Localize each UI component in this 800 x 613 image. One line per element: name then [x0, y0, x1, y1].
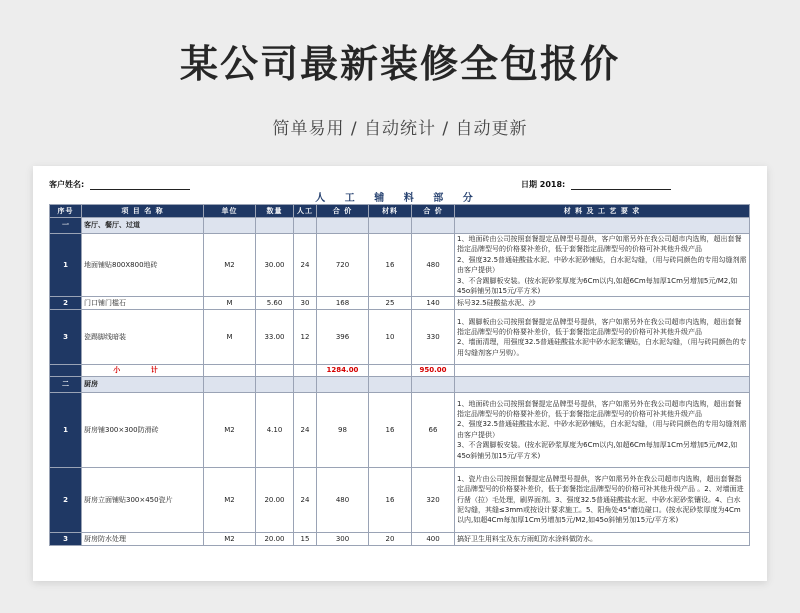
row-labor-total: 480 — [317, 467, 369, 532]
sheet-title: 人 工 辅 料 部 分 — [315, 193, 481, 204]
customer-name-field — [49, 179, 190, 190]
row-unit: M — [204, 297, 256, 310]
row-qty: 33.00 — [256, 310, 294, 365]
subtotal-row — [50, 365, 750, 376]
row-material: 20 — [369, 532, 412, 545]
row-name: 厨房防水处理 — [82, 532, 204, 545]
section-row — [50, 218, 750, 234]
header-labor-total: 合 价 — [317, 205, 369, 218]
row-labor: 24 — [294, 467, 317, 532]
row-requirements: 1、瓷片由公司按照套餐提定品牌型号提供，客户如需另外在我公司超市内选购，超出套餐指定品牌型号的价格要补差价，低于套餐指定品牌型号的价格可补其他升级产品 。2、对墙面进行凿（拉）毛处理，刷界面剂。3、强度32.5普通硅酸盐水泥、中砂水泥砂浆镶设。4、白水泥勾缝，其缝≤3mm或按设计要求施工。5、阳角处45°磨边碰口。(按水泥砂浆厚度为4Cm以内,如超4Cm每加厚1Cm另增加5元/M2,如45o斜铺另加15元/平方米) — [455, 467, 750, 532]
row-labor: 24 — [294, 234, 317, 297]
header-no: 序号 — [50, 205, 82, 218]
row-labor-total: 720 — [317, 234, 369, 297]
row-material: 16 — [369, 234, 412, 297]
row-requirements: 1、踢脚板由公司按照套餐提定品牌型号提供，客户如需另外在我公司超市内选购，超出套餐指定品牌型号的价格要补差价，低于套餐指定品牌型号的价格可补其他升级产品 2、墙面清理，用强度32.5普通硅酸盐水泥中砂水泥浆镶贴，白水泥勾缝，（用与砖同颜色的专用勾缝剂客户另购）。 — [455, 310, 750, 365]
table-row — [50, 310, 750, 365]
row-no: 2 — [50, 467, 82, 532]
subtotal-labor: 1284.00 — [317, 365, 369, 376]
date-label: 日期 2018: — [521, 180, 566, 189]
row-material: 16 — [369, 392, 412, 467]
row-unit: M2 — [204, 392, 256, 467]
quote-table — [49, 204, 750, 546]
row-labor-total: 396 — [317, 310, 369, 365]
date-line — [571, 181, 671, 190]
row-labor-total: 168 — [317, 297, 369, 310]
row-labor: 24 — [294, 392, 317, 467]
header-labor: 人工 — [294, 205, 317, 218]
row-material-total: 480 — [412, 234, 455, 297]
row-name: 厨房立面铺贴300×450瓷片 — [82, 467, 204, 532]
row-labor: 15 — [294, 532, 317, 545]
row-no: 3 — [50, 532, 82, 545]
row-labor-total: 300 — [317, 532, 369, 545]
customer-name-label: 客户姓名: — [49, 180, 85, 189]
date-field — [521, 179, 671, 190]
row-qty: 20.00 — [256, 532, 294, 545]
subtotal-label: 小 计 — [82, 365, 204, 376]
subtotal-material: 950.00 — [412, 365, 455, 376]
row-qty: 30.00 — [256, 234, 294, 297]
row-labor: 30 — [294, 297, 317, 310]
row-material-total: 400 — [412, 532, 455, 545]
row-material: 10 — [369, 310, 412, 365]
section-name: 客厅、餐厅、过道 — [82, 218, 204, 234]
table-row — [50, 392, 750, 467]
row-no: 2 — [50, 297, 82, 310]
table-row — [50, 297, 750, 310]
row-name: 门口铺门槛石 — [82, 297, 204, 310]
row-material: 16 — [369, 467, 412, 532]
row-no: 1 — [50, 392, 82, 467]
header-row — [50, 205, 750, 218]
row-labor: 12 — [294, 310, 317, 365]
page-title: 某公司最新装修全包报价 — [179, 42, 620, 86]
section-no: 二 — [50, 376, 82, 392]
row-material-total: 140 — [412, 297, 455, 310]
header-qty: 数量 — [256, 205, 294, 218]
row-unit: M2 — [204, 532, 256, 545]
row-requirements: 标号32.5硅酸盐水泥、沙 — [455, 297, 750, 310]
row-unit: M2 — [204, 234, 256, 297]
row-labor-total: 98 — [317, 392, 369, 467]
row-material: 25 — [369, 297, 412, 310]
row-material-total: 320 — [412, 467, 455, 532]
row-no: 1 — [50, 234, 82, 297]
row-no: 3 — [50, 310, 82, 365]
header-name: 项 目 名 称 — [82, 205, 204, 218]
header-material: 材料 — [369, 205, 412, 218]
row-material-total: 66 — [412, 392, 455, 467]
row-requirements: 1、地面砖由公司按照套餐提定品牌型号提供，客户如需另外在我公司超市内选购，超出套餐指定品牌型号的价格要补差价，低于套餐指定品牌型号的价格可补其他升级产品 2、强度32.5普通硅酸盐水泥、中砂水泥砂铺贴，白水泥勾缝，（用与砖同颜色的专用勾缝剂需由客户提供） 3、不含踢脚板安装。(按水泥砂浆厚度为6Cm以内,如超6Cm每加厚1Cm另增加5元/M2,如45o斜铺另加15元/平方米) — [455, 392, 750, 467]
customer-name-line — [90, 181, 190, 190]
header-unit: 单位 — [204, 205, 256, 218]
header-material-total: 合 价 — [412, 205, 455, 218]
table-row — [50, 234, 750, 297]
row-qty: 4.10 — [256, 392, 294, 467]
row-qty: 20.00 — [256, 467, 294, 532]
row-name: 瓷踢脚线暗装 — [82, 310, 204, 365]
section-no: 一 — [50, 218, 82, 234]
row-name: 厨房铺300×300防滑砖 — [82, 392, 204, 467]
section-row — [50, 376, 750, 392]
quote-sheet — [33, 166, 767, 581]
page-subtitle: 简单易用 / 自动统计 / 自动更新 — [272, 119, 528, 139]
row-unit: M2 — [204, 467, 256, 532]
row-qty: 5.60 — [256, 297, 294, 310]
table-row — [50, 467, 750, 532]
row-requirements: 1、地面砖由公司按照套餐提定品牌型号提供，客户如需另外在我公司超市内选购，超出套餐指定品牌型号的价格要补差价，低于套餐指定品牌型号的价格可补其他升级产品 2、强度32.5普通硅酸盐水泥、中砂水泥砂铺贴，白水泥勾缝，（用与砖同颜色的专用勾缝剂需由客户提供） 3、不含踢脚板安装。(按水泥砂浆厚度为6Cm以内,如超6Cm每加厚1Cm另增加5元/M2,如45o斜铺另加15元/平方米) — [455, 234, 750, 297]
section-name: 厨房 — [82, 376, 204, 392]
row-name: 地面铺贴800X800地砖 — [82, 234, 204, 297]
row-material-total: 330 — [412, 310, 455, 365]
row-requirements: 搞好卫生用料宝及东方雨虹防水涂料做防水。 — [455, 532, 750, 545]
row-unit: M — [204, 310, 256, 365]
table-row — [50, 532, 750, 545]
header-requirements: 材 料 及 工 艺 要 求 — [455, 205, 750, 218]
